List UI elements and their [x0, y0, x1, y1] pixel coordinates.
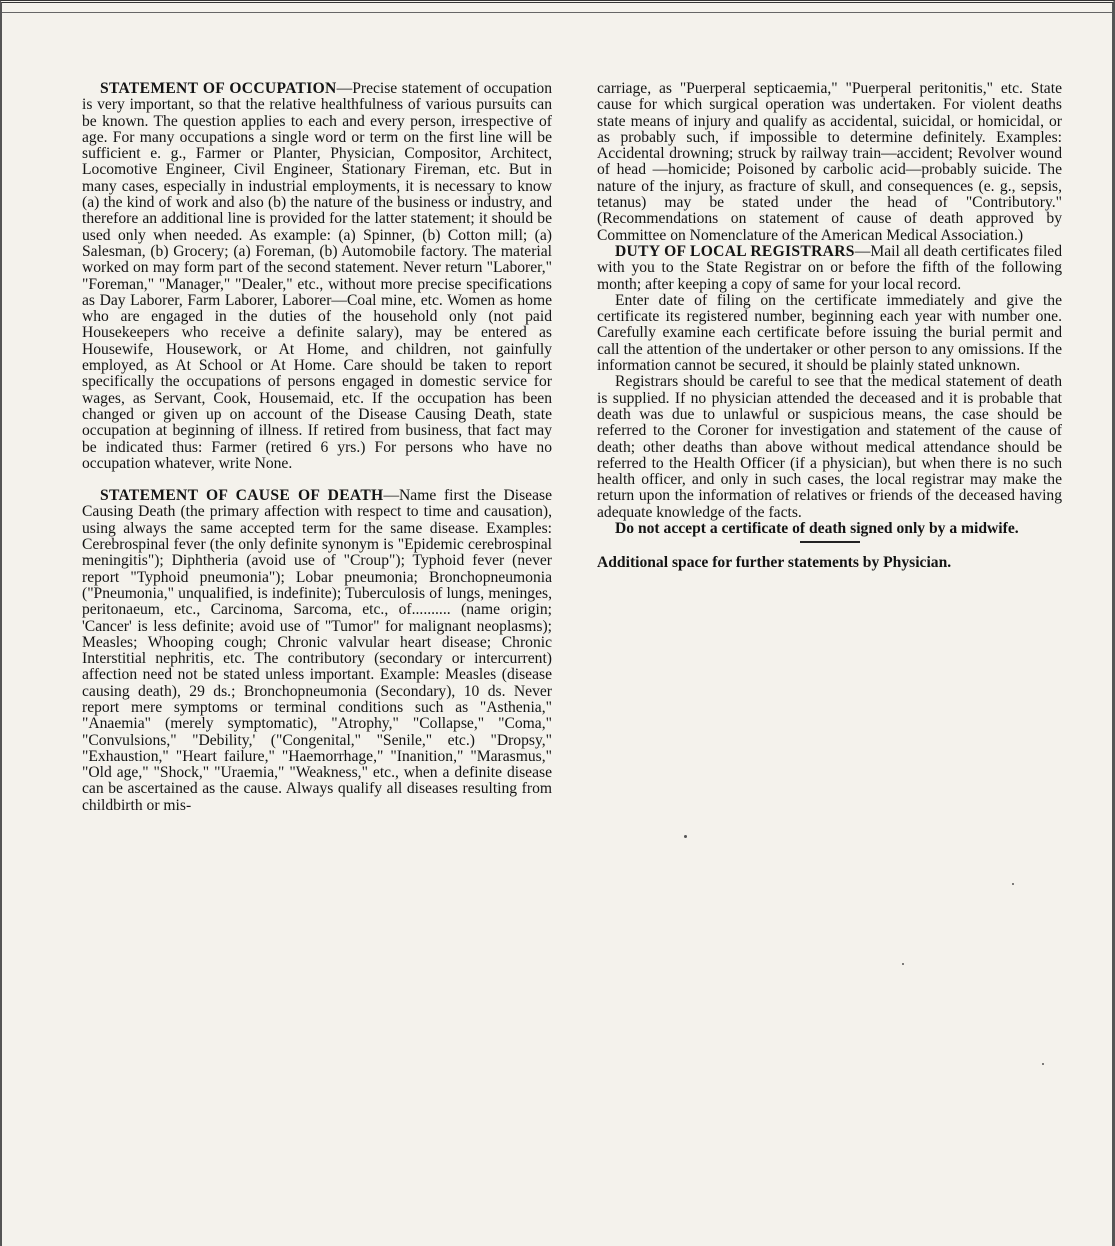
scan-speck: [902, 963, 904, 965]
cause-heading: STATEMENT OF CAUSE OF DEATH: [100, 487, 384, 505]
scan-speck: [1042, 1063, 1044, 1065]
registrars-section: [597, 244, 1062, 293]
scan-speck: [1012, 883, 1014, 885]
occupation-heading: STATEMENT OF OCCUPATION: [100, 80, 337, 97]
cause-body: —Name first the Disease Causing Death (the primary affection with respect to time and causation), using always the same accepted term for the same disease. Examples: Cerebrospinal fever (the only definite synonym is "Epidemic cerebrospinal meningitis"); Diphtheria (avoid use of "Croup"); Typhoid fever (never report "Typhoid pneumonia"); Lobar pneumonia; Bronchopneumonia ("Pneumonia," unqualified, is indefinite); Tuberculosis of lungs, meninges, peritonaeum, etc., Carcinoma, Sarcoma, etc., of.......... (name origin; 'Cancer' is less definite; avoid use of "Tumor" for malignant neoplasms); Measles; Whooping cough; Chronic valvular heart disease; Chronic Interstitial nephritis, etc. The contributory (secondary or intercurrent) affection need not be stated unless important. Example: Measles (disease causing death), 29 ds.; Bronchopneumonia (Secondary), 10 ds. Never report mere symptoms or terminal conditions such as "Asthenia," "Anaemia" (merely symptomatic), "Atrophy," "Collapse," "Coma," "Convulsions," "Debility,' ("Congenital," "Senile," etc.) "Dropsy," "Exhaustion," "Heart failure," "Haemorrhage," "Inanition," "Marasmus," "Old age," "Shock," "Uraemia," "Weakness," etc., when a definite disease can be ascertained as the cause. Always qualify all diseases resulting from childbirth or mis-: [82, 487, 552, 814]
right-column: [597, 81, 1062, 572]
scan-speck: [684, 835, 687, 838]
registrars-p1: —Mail all death certificates filed with you to the State Registrar on or before the fifth of the following month; after keeping a copy of same for your local record.: [597, 242, 1062, 293]
cause-section: [82, 488, 552, 814]
registrars-p2: Enter date of filing on the certificate immediately and give the certificate its registered number, beginning each year with number one. Carefully examine each certificate before issuing the burial permit and call the attention of the undertaker or other person to any omissions. If the information cannot be secured, it should be plainly stated unknown.: [597, 291, 1062, 375]
registrars-heading: DUTY OF LOCAL REGISTRARS: [615, 242, 855, 260]
section-divider: [800, 541, 860, 543]
additional-space-label: Additional space for further statements by Physician.: [597, 554, 952, 572]
occupation-body: —Precise statement of occupation is very important, so that the relative healthfulness of various pursuits can be known. The question applies to each and every person, irrespective of age. For many occupations a single word or term on the first line will be sufficient e. g., Farmer or Planter, Physician, Compositor, Architect, Locomotive Engineer, Civil Engineer, Stationary Fireman, etc. But in many cases, especially in industrial employments, it is necessary to know (a) the kind of work and also (b) the nature of the business or industry, and therefore an additional line is provided for the latter statement; it should be used only when needed. As example: (a) Spinner, (b) Cotton mill; (a) Salesman, (b) Grocery; (a) Foreman, (b) Automobile factory. The material worked on may form part of the second statement. Never return "Laborer," "Foreman," "Manager," "Dealer," etc., without more precise specifications as Day Laborer, Farm Laborer, Laborer—Coal mine, etc. Women as home who are engaged in the duties of the household only (not paid Housekeepers who receive a definite salary), may be entered as Housewife, Housework, or At Home, and children, not gainfully employed, as At School or At Home. Care should be taken to report specifically the occupations of persons engaged in domestic service for wages, as Servant, Cook, Housemaid, etc. If the occupation has been changed or given up on account of the Disease Causing Death, state occupation at beginning of illness. If retired from business, that fact may be indicated thus: Farmer (retired 6 yrs.) For persons who have no occupation whatever, write None.: [82, 80, 552, 472]
registrars-p3: Registrars should be careful to see that the medical statement of death is supplied. If no physician attended the deceased and it is probable that death was due to unlawful or suspicious means, the case should be referred to the Coroner for investigation and statement of the cause of death; other deaths than above without medical attendance should be referred to the Health Officer (if a physician), but when there is no such health officer, and only in such cases, the local registrar may make the return upon the information of relatives or friends of the deceased having adequate knowledge of the facts.: [597, 373, 1062, 521]
top-rule: [2, 12, 1112, 13]
left-column: [82, 81, 552, 814]
midwife-notice: Do not accept a certificate of death signed only by a midwife.: [615, 520, 1019, 538]
occupation-section: [82, 81, 552, 472]
cause-continued: carriage, as "Puerperal septicaemia," "Puerperal peritonitis," etc. State cause for which surgical operation was undertaken. For violent deaths state means of injury and qualify as accidental, suicidal, or homicidal, or as probably such, if impossible to determine definitely. Examples: Accidental drowning; struck by railway train—accident; Revolver wound of head —homicide; Poisoned by carbolic acid—probably suicide. The nature of the injury, as fracture of skull, and consequences (e. g., sepsis, tetanus) may be stated under the head of "Contributory." (Recommendations on statement of cause of death approved by Committee on Nomenclature of the American Medical Association.): [597, 80, 1062, 244]
